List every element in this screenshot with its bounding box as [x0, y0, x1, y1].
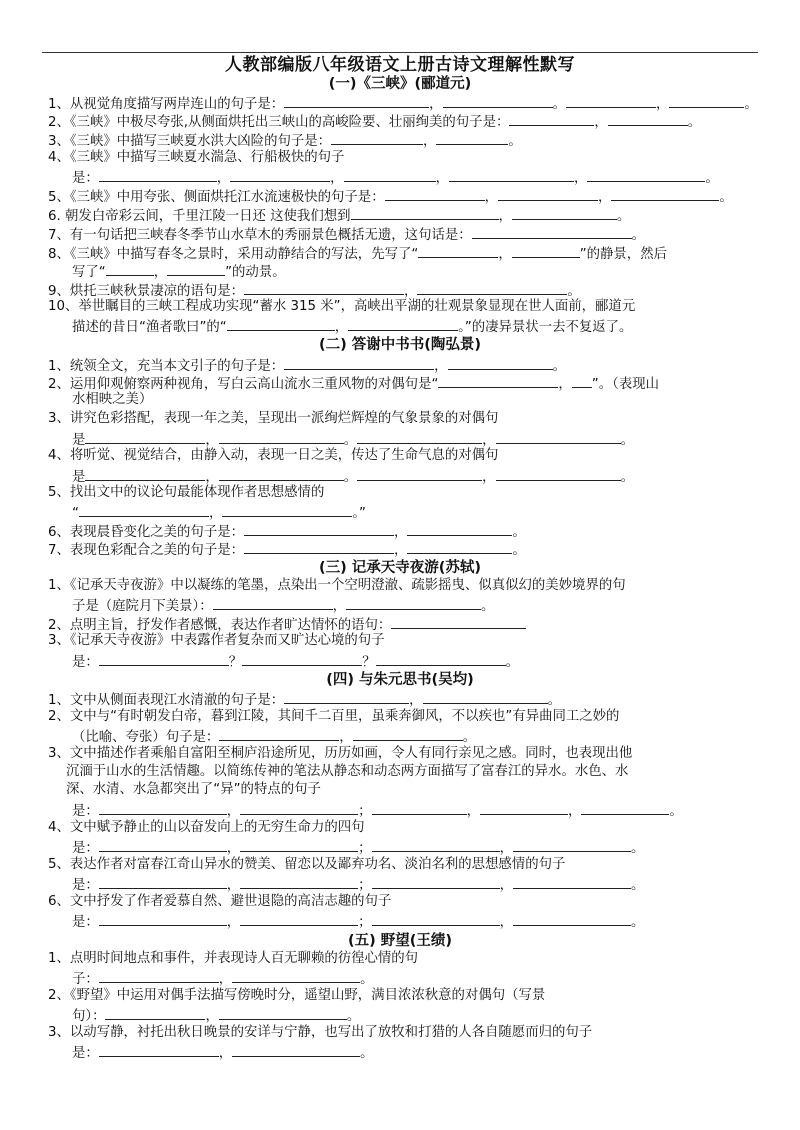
answer-blank[interactable]	[357, 466, 482, 481]
punct: ，	[499, 841, 513, 856]
question-text: 是：	[72, 878, 99, 893]
answer-blank[interactable]	[240, 911, 358, 926]
answer-blank[interactable]	[230, 167, 330, 182]
answer-blank[interactable]	[513, 837, 631, 852]
answer-blank[interactable]	[232, 1042, 360, 1057]
punct: ，	[597, 190, 612, 205]
question-text: 2、点明主旨，抒发作者感慨，表达作者旷达情怀的语句：	[48, 618, 392, 633]
question-text: 2、文中与“有时朝发白帝，暮到江陵，其间千二百里，虽乘奔御风，不以疾也”有异曲同工之妙的	[48, 709, 620, 724]
punct: ，	[499, 915, 513, 930]
question-text: 9、烘托三峡秋景凄凉的语句是：	[48, 284, 244, 299]
answer-blank[interactable]	[240, 800, 358, 815]
question-1-5	[48, 186, 733, 206]
punct: 。	[481, 599, 495, 614]
punct: ，	[226, 878, 241, 893]
answer-blank[interactable]	[512, 243, 580, 258]
answer-blank[interactable]	[472, 224, 632, 239]
question-4-5	[48, 856, 565, 873]
question-2-3	[48, 410, 498, 427]
question-1-8	[48, 243, 667, 263]
punct: 。	[620, 433, 634, 448]
answer-blank[interactable]	[85, 429, 205, 444]
question-4-1	[48, 689, 561, 709]
punct: ，	[409, 693, 423, 708]
question-text: （比喻、夸张）句子是：	[72, 730, 220, 745]
punct: 。	[669, 804, 683, 819]
answer-blank[interactable]	[418, 243, 498, 258]
answer-blank[interactable]	[331, 130, 423, 145]
question-text: 沉湎于山水的生活情趣。以简练传神的笔法从静态和动态两方面描写了富春江的异水。水色、水	[66, 764, 629, 779]
answer-blank[interactable]	[513, 874, 631, 889]
punct: 。	[512, 525, 526, 540]
punct: ，	[226, 841, 241, 856]
answer-blank[interactable]	[407, 521, 512, 536]
question-text: 5、《三峡》中用夸张、侧面烘托江水流速极快的句子是：	[48, 190, 385, 205]
punct: ，	[482, 470, 496, 485]
punct: 。	[346, 1009, 361, 1024]
question-text: 4、《三峡》中描写三峡夏水湍急、行船极快的句子	[48, 150, 345, 165]
question-3-1	[48, 577, 626, 594]
question-text: 子：	[72, 972, 99, 987]
answer-blank[interactable]	[417, 280, 567, 295]
punct: 。	[630, 878, 645, 893]
question-text: 写了“	[72, 265, 106, 280]
question-text: 2、运用仰观俯察两种视角，写白云高山流水三重风物的对偶句是“	[48, 377, 439, 392]
punct: 。	[552, 97, 566, 112]
punct: ，	[429, 97, 443, 112]
answer-blank[interactable]	[512, 205, 617, 220]
question-text: ”的静景，然后	[579, 247, 667, 262]
section-heading-yuzhuyuansi: (四) 与朱元思书(吴均)	[326, 672, 474, 688]
answer-blank[interactable]	[423, 689, 548, 704]
answer-blank[interactable]	[436, 130, 508, 145]
section-heading-chengtiansi: (三) 记承天寺夜游(苏轼)	[318, 560, 482, 576]
punct: 。	[631, 228, 646, 243]
answer-blank[interactable]	[376, 651, 506, 666]
answer-blank[interactable]	[357, 429, 482, 444]
question-1-6	[48, 205, 630, 225]
answer-blank[interactable]	[498, 186, 598, 201]
punct: ；	[358, 878, 372, 893]
punct: ，	[208, 506, 223, 521]
question-text: 3、文中描述作者乘船自富阳至桐庐沿途所见，历历如画，令人有同行亲见之感。同时，也表现出他	[48, 746, 633, 761]
answer-blank[interactable]	[344, 167, 436, 182]
question-2-6	[48, 521, 526, 541]
question-2-2	[48, 373, 659, 393]
question-5-3-answer	[72, 1042, 374, 1062]
question-text: 4、文中赋予静止的山以奋发向上的无穷生命力的四句	[48, 820, 365, 835]
punct: ，	[484, 190, 498, 205]
question-text: 7、表现色彩配合之美的句子是：	[48, 543, 244, 558]
answer-blank[interactable]	[566, 93, 656, 108]
punct: ，	[394, 543, 408, 558]
answer-blank[interactable]	[219, 726, 339, 741]
answer-blank[interactable]	[496, 429, 621, 444]
answer-blank[interactable]	[284, 689, 409, 704]
question-text: 7、有一句话把三峡春冬季节山水草木的秀丽景色概括无遗，这句话是：	[48, 228, 472, 243]
question-text: 4、将听觉、视觉结合，由静入动，表现一日之美，传达了生命气息的对偶句	[48, 448, 499, 463]
answer-blank[interactable]	[449, 167, 574, 182]
answer-blank[interactable]	[219, 1005, 347, 1020]
answer-blank[interactable]	[385, 186, 485, 201]
answer-blank[interactable]	[443, 93, 553, 108]
answer-blank[interactable]	[219, 466, 344, 481]
answer-blank[interactable]	[232, 968, 360, 983]
punct: 。	[512, 543, 526, 558]
punct: ，	[153, 265, 168, 280]
answer-blank[interactable]	[480, 800, 568, 815]
punct: ；	[358, 841, 372, 856]
question-1-10	[48, 298, 635, 315]
answer-blank[interactable]	[219, 429, 344, 444]
question-text: 3、《三峡》中描写三峡夏水洪大凶险的句子是：	[48, 134, 332, 149]
question-text: 2、《野望》中运用对偶手法描写傍晚时分，遥望山野，满目浓浓秋意的对偶句（写景	[48, 988, 546, 1003]
punct: 。	[360, 1046, 374, 1061]
question-4-6	[48, 893, 391, 910]
question-3-2	[48, 614, 526, 634]
punct: 。	[505, 655, 519, 670]
punct: 。	[567, 284, 581, 299]
punct: 。	[620, 470, 634, 485]
punct: ，	[332, 599, 346, 614]
punct: ？	[362, 655, 376, 670]
question-2-4-answer	[72, 466, 634, 486]
answer-blank[interactable]	[391, 614, 526, 629]
question-5-1	[48, 950, 418, 967]
question-1-1	[48, 93, 758, 113]
question-4-3-cont2	[66, 781, 321, 798]
question-2-1	[48, 355, 566, 375]
question-text: 3、《记承天寺夜游》中表露作者复杂而又旷达心境的句子	[48, 633, 385, 648]
question-text: 5、找出文中的议论句最能体现作者思想感情的	[48, 485, 325, 500]
punct: 。	[630, 841, 645, 856]
answer-blank[interactable]	[608, 111, 688, 126]
punct: ，	[558, 377, 572, 392]
question-text: 1、从视觉角度描写两岸连山的句子是：	[48, 97, 285, 112]
answer-blank[interactable]	[99, 911, 227, 926]
punct: 。	[462, 730, 477, 745]
punct: ，	[655, 97, 670, 112]
question-text: ”。（表现山	[591, 377, 659, 392]
answer-blank[interactable]	[79, 502, 209, 517]
answer-blank[interactable]	[372, 800, 467, 815]
answer-blank[interactable]	[669, 93, 744, 108]
answer-blank[interactable]	[222, 502, 352, 517]
answer-blank[interactable]	[346, 595, 481, 610]
question-3-1-cont	[72, 595, 494, 615]
punct: 。	[352, 506, 360, 521]
punct: 。	[508, 134, 522, 149]
punct: ，	[216, 171, 231, 186]
question-text: 是：	[72, 1046, 99, 1061]
question-text: 是：	[72, 841, 99, 856]
punct: 。	[552, 359, 566, 374]
question-4-4	[48, 819, 365, 836]
answer-blank[interactable]	[372, 837, 500, 852]
question-4-4-answer	[72, 837, 644, 857]
punct: 。	[343, 470, 358, 485]
question-4-3-cont	[66, 763, 628, 780]
answer-blank[interactable]	[407, 539, 512, 554]
question-text: 2、《三峡》中极尽夸张,从侧面烘托出三峡山的高峻险要、壮丽绚美的句子是：	[48, 115, 510, 130]
punct: ？	[228, 655, 243, 670]
question-text: 6. 朝发白帝彩云间，千里江陵一日还 这使我们想到	[48, 209, 351, 224]
question-text: 1、文中从侧面表现江水清澈的句子是：	[48, 693, 285, 708]
question-text: 1、统领全文，充当本文引子的句子是：	[48, 359, 285, 374]
question-text: 句）：	[72, 1009, 106, 1024]
answer-blank[interactable]	[99, 800, 227, 815]
punct: ；	[358, 915, 372, 930]
answer-blank[interactable]	[85, 466, 205, 481]
punct: ，	[466, 804, 480, 819]
answer-blank[interactable]	[348, 316, 458, 331]
question-text: 是	[72, 433, 86, 448]
question-text: 3、以动写静，衬托出秋日晚景的安详与宁静，也写出了放牧和打猎的人各自随愿而归的句子	[48, 1025, 593, 1040]
question-1-3	[48, 130, 522, 150]
punct: 。	[616, 209, 631, 224]
answer-blank[interactable]	[581, 800, 669, 815]
punct: ，	[218, 1046, 233, 1061]
answer-blank[interactable]	[106, 261, 154, 276]
question-2-2-cont	[72, 391, 152, 408]
question-text: ”的凄异景状一去不复返了。	[464, 320, 633, 335]
question-text: 8、《三峡》中描写春冬之景时，采用动静结合的写法，先写了“	[48, 247, 419, 262]
answer-blank[interactable]	[227, 316, 335, 331]
punct: 。	[343, 433, 358, 448]
punct: ，	[498, 247, 512, 262]
answer-blank[interactable]	[99, 651, 229, 666]
question-text: 6、文中抒发了作者爱慕自然、避世退隐的高洁志趣的句子	[48, 894, 392, 909]
question-4-2-cont	[72, 726, 476, 746]
section-heading-daxie: (二) 答谢中书书(陶弘景)	[318, 337, 482, 353]
answer-blank[interactable]	[496, 466, 621, 481]
punct: ，	[339, 730, 353, 745]
answer-blank[interactable]	[353, 726, 463, 741]
answer-blank[interactable]	[284, 93, 429, 108]
question-4-3-answer	[72, 800, 683, 820]
question-4-2	[48, 708, 619, 725]
question-1-2	[48, 111, 701, 131]
punct: 。	[630, 915, 645, 930]
answer-blank[interactable]	[105, 1005, 205, 1020]
punct: 。	[547, 693, 561, 708]
question-1-4-answer	[72, 167, 719, 187]
answer-blank[interactable]	[351, 205, 499, 220]
question-text: 是：	[72, 804, 99, 819]
punct: ，	[226, 804, 241, 819]
question-4-5-answer	[72, 874, 644, 894]
question-5-2	[48, 987, 545, 1004]
question-1-4	[48, 149, 344, 166]
question-2-5-answer	[72, 502, 366, 522]
punct: ，	[573, 171, 588, 186]
question-3-3	[48, 632, 385, 649]
punct: ，	[205, 1009, 219, 1024]
punct: ，	[423, 134, 437, 149]
punct: ，	[482, 433, 496, 448]
answer-blank[interactable]	[244, 521, 394, 536]
punct: ，	[330, 171, 344, 186]
question-4-6-answer	[72, 911, 644, 931]
punct: ，	[205, 433, 219, 448]
question-text: 5、表达作者对富春江奇山异水的赞美、留恋以及鄙弃功名、淡泊名利的思想感情的句子	[48, 857, 566, 872]
answer-blank[interactable]	[240, 837, 358, 852]
punct: 。	[705, 171, 719, 186]
punct: ”	[359, 506, 366, 521]
question-5-3	[48, 1024, 592, 1041]
question-5-2-answer	[72, 1005, 360, 1025]
question-2-5	[48, 484, 324, 501]
question-text: 是：	[72, 915, 99, 930]
question-text: 是：	[72, 171, 99, 186]
punct: ，	[435, 171, 449, 186]
punct: ；	[358, 804, 372, 819]
answer-blank[interactable]	[99, 968, 219, 983]
answer-blank[interactable]	[240, 874, 358, 889]
answer-blank[interactable]	[99, 1042, 219, 1057]
punct: ，	[334, 320, 349, 335]
question-5-1-answer	[72, 968, 374, 988]
punct: ，	[594, 115, 608, 130]
answer-blank[interactable]	[99, 874, 227, 889]
question-text: 描述的昔日“渔者歌曰”的“	[72, 320, 227, 335]
answer-blank[interactable]	[611, 186, 719, 201]
answer-blank[interactable]	[448, 355, 553, 370]
punct: 。	[360, 972, 374, 987]
page-title: 人教部编版八年级语文上册古诗文理解性默写	[225, 55, 575, 75]
punct: ，	[205, 470, 219, 485]
punct: 。	[744, 97, 758, 112]
punct: ，	[394, 525, 408, 540]
answer-blank[interactable]	[572, 373, 592, 388]
question-text: 是：	[72, 655, 99, 670]
punct: ，	[567, 804, 582, 819]
answer-blank[interactable]	[244, 539, 394, 554]
answer-blank[interactable]	[587, 167, 705, 182]
answer-blank[interactable]	[438, 373, 558, 388]
question-1-8-cont	[72, 261, 286, 281]
question-text: 1、《记承天寺夜游》中以凝练的笔墨，点染出一个空明澄澈、疏影摇曳、似真似幻的美妙境界的句	[48, 578, 626, 593]
section-heading-yewang: (五) 野望(王绩)	[347, 933, 453, 949]
question-1-7	[48, 224, 645, 244]
answer-blank[interactable]	[99, 837, 227, 852]
answer-blank[interactable]	[213, 595, 333, 610]
question-text: 深、水清、水急都突出了“异”的特点的句子	[66, 782, 321, 797]
answer-blank[interactable]	[284, 355, 434, 370]
question-4-3	[48, 745, 632, 762]
question-text: “	[72, 506, 79, 521]
punct: ，	[498, 209, 512, 224]
answer-blank[interactable]	[167, 261, 225, 276]
answer-blank[interactable]	[244, 280, 404, 295]
question-2-4	[48, 447, 498, 464]
question-text: 10、举世瞩目的三峡工程成功实现“蓄水 315 米”，高峡出平湖的壮观景象显现在世人面前，郦道元	[48, 299, 636, 314]
question-text: 6、表现晨昏变化之美的句子是：	[48, 525, 244, 540]
question-text: 1、点明时间地点和事件，并表现诗人百无聊赖的彷徨心情的句	[48, 951, 419, 966]
answer-blank[interactable]	[99, 167, 217, 182]
answer-blank[interactable]	[372, 911, 500, 926]
question-text: 3、讲究色彩搭配，表现一年之美，呈现出一派绚烂辉煌的气象景象的对偶句	[48, 411, 499, 426]
punct: ，	[404, 284, 418, 299]
question-text: 子是（庭院月下美景）：	[72, 599, 213, 614]
question-text: 是	[72, 470, 86, 485]
answer-blank[interactable]	[372, 874, 500, 889]
answer-blank[interactable]	[242, 651, 362, 666]
punct: ，	[499, 878, 513, 893]
section-heading-sanxia: (一)《三峡》(郦道元)	[328, 76, 472, 92]
question-text: ”的动景。	[225, 265, 286, 280]
question-2-3-answer	[72, 429, 634, 449]
punct: 。	[719, 190, 733, 205]
question-text: 水相映之美）	[72, 392, 153, 407]
punct: ，	[434, 359, 448, 374]
punct: 。	[687, 115, 702, 130]
punct: 。	[458, 320, 465, 335]
question-1-9	[48, 280, 581, 300]
answer-blank[interactable]	[509, 111, 594, 126]
answer-blank[interactable]	[513, 911, 631, 926]
punct: ，	[218, 972, 233, 987]
punct: ，	[226, 915, 241, 930]
